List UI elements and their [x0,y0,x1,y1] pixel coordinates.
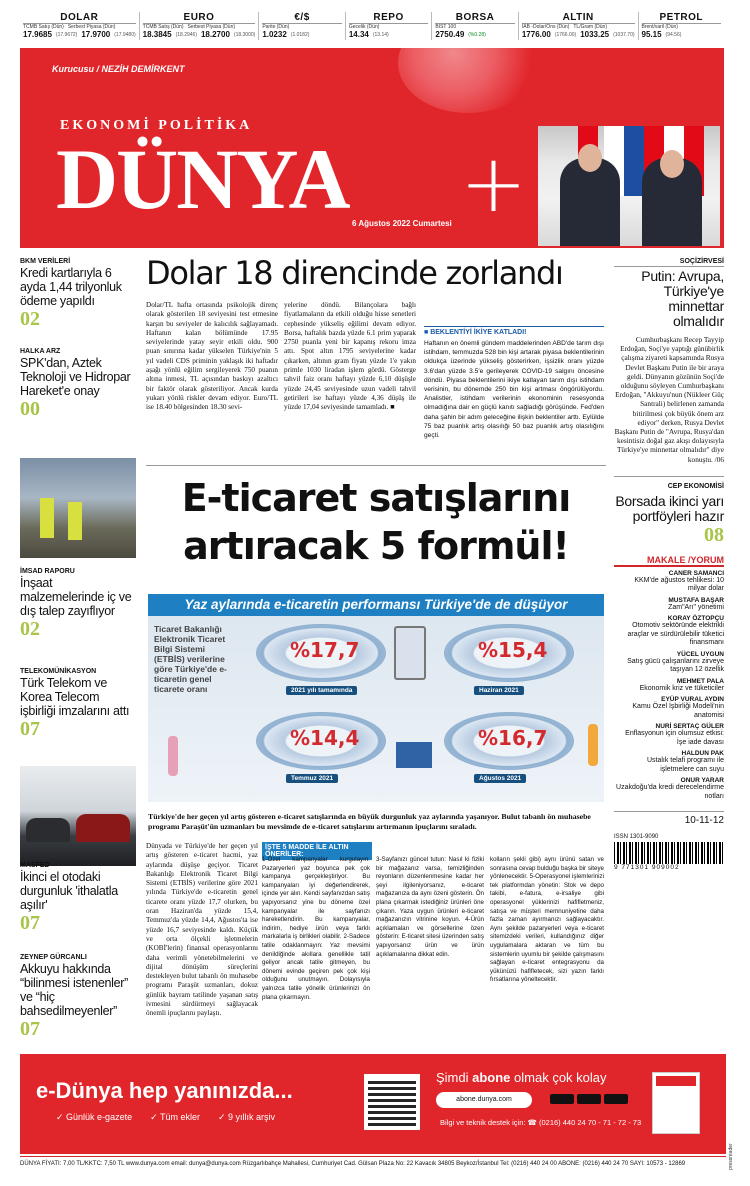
ticker-change: (94.56) [665,32,682,38]
infographic-caption: Ticaret Bakanlığı Elektronik Ticaret Bilgi Sistemi (ETBİS) verilerine göre Türkiye'de e-ticaretin genel ticarete oranı [154,624,227,694]
brief-headline: Akkuyu hakkında “bilinmesi istenenler” ve “hiç bahsedilmeyenler” [20,962,129,1018]
brief-page: 00 [20,398,40,420]
ad-cta [436,1070,607,1085]
ticker-item [20,12,140,40]
stat-label: Haziran 2021 [474,686,524,695]
issn: ISSN 1301-9090 [614,834,659,841]
leaders-photo [538,126,720,246]
ticker-label: Gecelik (Dün) [348,24,380,30]
ad-cta-text: olmak çok kolay [510,1070,607,1085]
stat-percent: %14,4 [290,726,360,750]
tips-column-2: 3-Sayfanızı güncel tutun: Nasıl ki fiziki bir mağazanız varsa, temizliğinden reyonların düzenlenmesine kadar her şeyi ilgileniyorsanız, e-ticaret mağazanıza da aynı özeni gösterin. Ön plana çıkarmak istediğiniz ürünleri öne çıkarın. Yaza uygun ürünleri e-ticaret mağazanızın vitrinine koyun. 4-Ürün açıklamaları ve görsellerine özen gösterin: E-ticaret sitesi üzerinden satış yapıyorsanız ürün ve ürün açıklamalarına dikkat edin. [376,856,484,958]
brief-telekom[interactable] [20,668,136,740]
brief-halka-arz[interactable] [20,348,136,420]
opinion-header: MAKALE /YORUM [614,555,724,567]
brief-page: 07 [20,718,40,740]
stat-percent: %15,4 [478,638,548,662]
subscription-ad[interactable] [20,1054,726,1154]
column-title[interactable]: Enflasyonun için olumsuz etkisi: İşe iade davası [625,730,724,746]
ticker-value: 1776.00 [521,30,551,39]
ticker-item [432,12,519,40]
columnist-name[interactable]: EYÜP VURAL AYDIN [661,696,724,704]
brief-category: BKM VERİLERİ [20,258,71,265]
google-play-icon[interactable] [550,1094,574,1104]
ad-benefit: ✓ Tüm ekler [150,1112,200,1122]
cep-page: 08 [704,523,724,546]
soci-category: SOÇİZİRVESİ [679,258,724,265]
ticker-value: 18.2700 [200,30,230,39]
stat-label: Ağustos 2021 [474,774,526,783]
qr-code-icon[interactable] [364,1074,420,1130]
support-label: Bilgi ve teknik destek için: [440,1118,526,1127]
brief-bkm[interactable] [20,258,136,330]
ad-cta-abone: abone [472,1070,511,1085]
infographic-banner: Yaz aylarında e-ticaretin performansı Türkiye'de de düşüyor [148,594,604,616]
lead-column-1: Dolar/TL hafta ortasında psikolojik direnç olarak gösterilen 18 seviyesini test etmesine karşın bu seviyeler de kalıcılık sağlayamadı. Haftanın kalan bölümünde 17.95 seviyelerinde yatay seyir etkili oldu. 900 puan sınırına kadar yükselen Türkiye'nin 5 yıl vadeli CDS priminin yaklaşık iki haftadır aşağı yönlü eğilim sergileyerek 750 puanın altına inmesi, TL açısından baskıyı azaltıcı bir faktör olarak gösteriliyor. Ancak kurda yukarı yönlü riskler devam ediyor. Euro/TL ise 18.40 bölgesinden 18.30 sevi- [146,301,278,412]
founder-line: Kurucusu / NEZİH DEMİRKENT [52,64,185,74]
brief-headline: Kredi kartlarıyla 6 ayda 1,44 trilyonluk ödeme yapıldı [20,266,122,308]
ticker-value: 1.0232 [262,30,287,39]
column-title[interactable]: Uzakdoğu'da kredi derecelendirme notları [616,784,724,800]
box-title: ■ BEKLENTİYİ İKİYE KATLADI! [424,329,527,336]
support-phone: (0216) 440 24 70 - 71 - 72 - 73 [538,1118,642,1127]
cep-headline[interactable]: Borsada ikinci yarı portföyleri hazır [615,492,724,524]
ticker-label: Parite (Dün) [262,24,290,30]
ticker-item [346,12,433,40]
ticker-value: 1033.25 [580,30,610,39]
ticker-change: (%0.28) [468,32,486,38]
barcode [614,842,724,864]
columnist-name[interactable]: YÜCEL UYGUN [676,650,724,658]
brief-category: MASFED [20,862,50,869]
story2-column-1: Dünyada ve Türkiye'de her geçen yıl artış gösteren e-ticaret hacmi, yaz aylarında düşüşe geçiyor. Ticaret Bakanlığı Elektronik Ticaret Bilgi Sistemi (ETBİS) verilerine göre 2021 yılında Türkiye'de e-ticaretin genel ticarete oranı yüzde 17,7 olurken, bu oran Haziran'da yüzde 15,4, Temmuz'da yüzde 14,4, Ağustos'ta ise yüzde 16,7 seviyesinde kaldı. Küçük ve orta ölçekli işletmelerin (KOBİ'lerin) finansal operasyonlarını daha verimli yönetebilmelerini ve dijital dönüşüm süreçlerini destekleyen bulut tabanlı ön muhasebe programı Paraşüt uzmanları, dokuz günlük bayram tatilinde yaşanan satış ivmesini sürdürmeyi sağlayacak önemli ipuçlarını paylaştı. [146,842,258,1018]
tablet-icon [652,1072,700,1134]
masthead-subtitle: EKONOMİ POLİTİKA [60,118,253,133]
ticker-label: TCMB Satış (Dün) [23,24,64,30]
column-title[interactable]: Satış gücü çalışanlarını zirveye taşıyan 12 özellik [627,657,724,674]
brief-headline: Türk Telekom ve Korea Telecom işbirliği imzalarını attı [20,676,130,718]
barcode-number: 9 771301 909002 [614,864,680,872]
brief-category: ZEYNEP GÜRCANLI [20,954,87,961]
ticker-item [519,12,639,40]
columnist-name[interactable]: ONUR YARAR [680,777,724,785]
ticker-change: (1.0182) [290,32,310,38]
lead-column-2: yelerine döndü. Bilançolara bağlı fiyatlamaların da etkili olduğu hisse senetleri cephesinde yükseliş eğilimi devam ediyor. Borsa, haftalık bazda yüzde 6.1 prim yaparak 2750 puanla yeni bir kapanış rekoru imza attı. Spot altın 1795 seviyelerine kadar çıkarken, altının gram fiyatı yüzde 1'e yakın primle 1030 liradan işlem gördü. Gösterge tahvil faiz oranı haftayı yüzde 6,10 düşüşle yüzde 24,45 seviyesinde uzun vadeli tahvil getirileri ise haftayı yüzde 4,36 düşüş ile yüzde 17,04 seviyesinde tamamladı. ■ [284,301,416,412]
issue-date: 6 Ağustos 2022 Cumartesi [352,219,452,228]
brief-headline: İnşaat malzemelerinde iç ve dış talep zayıflıyor [20,576,132,618]
newspaper-logo: DÜNYA [56,131,349,227]
brief-headline: İkinci el otodaki durgunluk 'ithalatla aşılır' [20,870,118,912]
cep-category: CEP EKONOMİSİ [667,482,724,490]
ticker-name: BORSA [435,12,515,24]
story2-headline-line1: E-ticaret satışlarını [181,476,571,520]
pressreader-logo: pressreader [728,1143,734,1170]
column-title[interactable]: Ekonomik kriz ve tüketiciler [639,684,724,692]
ticker-change: (18.2946) [175,32,197,38]
columnist-name[interactable]: CANER SAMANCI [668,569,724,577]
brief-page: 07 [20,912,40,934]
brief-page: 07 [20,1018,40,1040]
ticker-item [259,12,346,40]
app-badges[interactable] [550,1094,628,1104]
ticker-label: Brent/varil (Dün) [641,24,678,30]
ticker-item [639,12,725,40]
ticker-change: (17.9672) [55,32,78,38]
market-ticker [20,12,724,40]
ticker-name: €/$ [262,12,342,24]
brief-imsad[interactable] [20,568,136,640]
ticker-item [140,12,260,40]
ad-cta-text: Şimdi [436,1070,473,1085]
opinion-list [614,570,724,802]
column-title[interactable]: Kamu Özel İşbirliği Modeli'nin anatomisi [632,703,724,719]
ticker-label: Serbest Piyasa (Dün) [67,24,116,30]
imprint-footer: DÜNYA FİYATI: 7,00 TL/KKTC: 7,50 TL www.dunya.com email: dunya@dunya.com Rüzgarlıbahçe Mahallesi, Cumhuriyet Cad. Gülsan Plaza No: 22 Kavacık 34805 Beykoz/İstanbul Tel: (0216) 440 24 00 ABONE: (0216) 440 24 70 SAYI: 10573 - 12869 [20,1156,726,1170]
brief-page: 02 [20,308,40,330]
support-line: Bilgi ve teknik destek için: ☎ (0216) 440 24 70 - 71 - 72 - 73 [440,1118,642,1127]
soci-text: Cumhurbaşkanı Recep Tayyip Erdoğan, Soçi'ye yaptığı günübirlik çalışma ziyareti kapsamında Rusya Devlet Başkanı Putin ile bir araya geldi. Dünyanın gözünün Soçi'de olduğunu söyleyen Cumhurbaşkanı Erdoğan, "Akkuyu'nun (Nükleer Güç Santrali) belirlenen zamanda bitirilmesi çok büyük önem arz ediyor" derken, Rusya Devlet Başkanı Putin de "Avrupa, Rusya'dan kesintisiz doğal gaz akışı dolayısıyla Türkiye'ye minnettar olmalıdır" diye konuştu. /06 [614,335,724,464]
column-title[interactable]: KKM'de ağustos tehlikesi: 10 milyar dolar [634,576,724,593]
brief-category: TELEKOMÜNİKASYON [20,668,97,675]
soci-headline[interactable]: Putin: Avrupa, Türkiye'ye minnettar olmalıdır [614,266,724,329]
brief-page: 02 [20,618,40,640]
divider [146,465,606,466]
ticker-value: 14.34 [348,30,369,39]
ticker-label: TCMB Satış (Dün) [142,24,184,30]
subscribe-url[interactable]: abone.dunya.com [436,1092,532,1108]
person-icon [588,724,598,766]
stat-label: 2021 yılı tamamında [286,686,357,695]
ad-benefit: ✓ 9 yıllık arşiv [217,1112,276,1122]
sidebar-box [424,326,604,440]
app-gallery-icon[interactable] [604,1094,628,1104]
ticker-label: İAB -Dolar/Ons (Dün) [521,24,570,30]
stat-label: Temmuz 2021 [286,774,338,783]
brief-category: HALKA ARZ [20,348,61,355]
page-code: 10-11-12 [614,811,724,826]
brief-columnist[interactable] [20,954,136,1040]
right-sidebar [614,258,724,871]
ticker-name: REPO [349,12,429,24]
ticker-value: 18.3845 [142,30,172,39]
columnist-name[interactable]: KORAY ÖZTOPÇU [667,615,724,623]
ad-benefits [56,1112,275,1123]
tips-title: İŞTE 5 MADDE İLE ALTIN ÖNERİLER: [262,842,372,860]
box-text: Haftanın en önemli gündem maddelerinden ABD'de tarım dışı istihdam, temmuzda 528 bin kişi artarak piyasa beklentilerinin oldukça üzerinde yükseliş gösterirken, işsizlik oranı yüzde 3.6'dan yüzde 3.5'e gerileyerek COVID-19 salgını öncesine döndü. Piyasa beklentilerini ikiye katlayan tarım dışı istihdam verisinin, bu dönemde 250 bin kişi artması öngörülüyordu. Analistler, istihdam verilerinin ekonominin resesyonda olmadığına dair en güçlü kanıtı sağladığı görüşünde. Fed'den daha şahin bir adım geleceğine ilişkin beklentiler arttı. Eylülde 75 baz puanlık artış olasılığı 50 baz puanlık artış olasılığını geçti. [424,340,604,440]
columnist-name[interactable]: MEHMET PALA [676,677,724,685]
ticker-label: BIST 100 [435,24,457,30]
brief-masfed[interactable] [20,862,136,934]
ticker-label: TL/Gram (Dün) [573,24,607,30]
person-icon [168,736,178,776]
ticker-value: 95.15 [641,30,662,39]
columnist-name[interactable]: HALDUN PAK [681,750,724,758]
ticker-label: Serbest Piyasa (Dün) [187,24,236,30]
ticker-change: (1766.00) [554,32,577,38]
ticker-name: DOLAR [23,12,136,24]
ticker-change: (18.3000) [233,32,256,38]
ad-benefit: ✓ Günlük e-gazete [56,1112,133,1122]
ticker-name: PETROL [642,12,722,24]
ticker-value: 17.9685 [23,30,52,39]
ticker-name: ALTIN [522,12,635,24]
logo-plus: + [460,137,528,230]
story2-headline[interactable] [146,474,606,570]
stat-percent: %16,7 [478,726,548,750]
tips-column-1: 1-Özel kampanyalar kurgulayın: Pazaryerleri yaz boyunca pek çok kampanya gerçekleştiriyor. Bu kampanyaları iyi değerlendirerek, içinde yer alın. Kendi sayfanızdan satış yapıyorsanız yine bu döneme özel kampanyalar ile sayfanızı hareketlendirin. Bu kampanyalar, indirim, hediye ürün veya farklı markalarla iş birlikleri olabilir. 2-Sadece tatile odaklanmayın: Yaz mevsimi denildiğinde akıllara genellikle tatil geliyor ancak tatile gitmeyen, bu dönemi evinde geçiren pek çok kişi olduğunu unutmayın. Dolayısıyla yalnızca tatile yönelik ürünlerinizi ön plana çıkarmayın. [262,856,370,1001]
column-title[interactable]: Ustalık telafi programı ile işletmelere can suyu [646,757,724,773]
story2-lead: Türkiye'de her geçen yıl artış gösteren e-ticaret satışlarında en büyük durgunluk yaz aylarında yaşanıyor. Bulut tabanlı ön muhasebe programı Paraşüt'ün uzmanları bu mevsimde de e-ticaret satışlarını artırmanın ipuçlarını sıraladı. [148,812,591,831]
phone-icon [394,626,426,680]
lead-headline[interactable]: Dolar 18 direncinde zorlandı [146,254,563,292]
ticker-value: 17.9700 [81,30,111,39]
brief-category: İMSAD RAPORU [20,568,75,575]
construction-photo [20,458,136,558]
columnist-name[interactable]: NURİ SERTAÇ GÜLER [655,723,724,731]
column-title[interactable]: Otomotiv sektöründe elektrikli araçlar ve sürdürülebilir tüketici finansmanı [627,622,724,647]
box-title-text: BEKLENTİYİ İKİYE KATLADI! [430,329,527,336]
ticker-value: 2750.49 [435,30,465,39]
brief-headline: SPK'dan, Aztek Teknoloji ve Hidropar Hareket'e onay [20,356,131,398]
story2-headline-line2: artıracak 5 formül! [183,524,569,568]
app-store-icon[interactable] [577,1094,601,1104]
ticker-change: (13.14) [372,32,389,38]
column-title[interactable]: Zam"Arı" yönetimi [668,603,724,611]
ad-title: e-Dünya hep yanınızda... [36,1078,293,1103]
ticker-name: EURO [143,12,256,24]
ticker-change: (1037.70) [613,32,635,38]
globe-graphic [398,48,538,113]
stat-percent: %17,7 [290,638,360,662]
boxes-icon [396,742,432,768]
cars-photo [20,766,136,866]
tips-column-3: kolların şekli gibi) aynı ürünü satan ve sonrasına cevap bulduğu başka bir siteye yönlenecektir. 5-Operasyonel işlemlerinizi tek platformdan yönetin: Stok ve depo takibi, e-fatura, e-irsaliye gibi operasyonel yüklerinizi hafifletmeniz, satışa ve müşteri memnuniyetine daha fazla zaman ayırmanızı sağlayacaktır. Aynı şekilde pazaryerleri veya e-ticaret sitemizdeki verileri, kullandığınız diğer uygulamalara aktaran ve tüm bu sistemlerin uyumlu bir şekilde çalışmasını sağlayan e-ticaret entegrasyonu da yükünüzü hafifletecek, sizi yazın farklı fırsatlarına yöneltecektir. [490,856,604,984]
infographic [148,616,604,802]
ticker-change: (17.9480) [114,32,136,38]
columnist-name[interactable]: MUSTAFA BAŞAR [668,596,724,604]
masthead [20,48,724,248]
